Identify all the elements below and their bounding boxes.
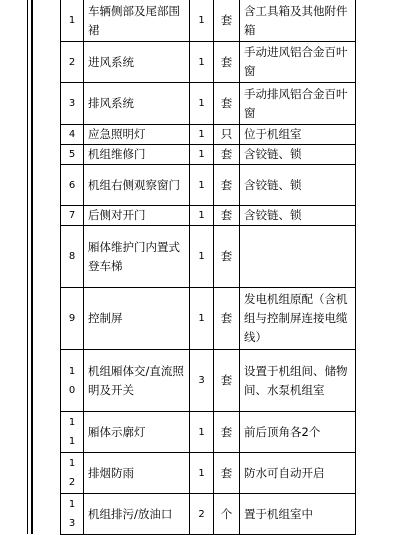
- item-name: 控制屏: [84, 288, 190, 350]
- item-quantity: 1: [190, 453, 214, 494]
- page-margin-rule: [31, 0, 33, 534]
- table-row: [61, 42, 356, 83]
- table-row: [61, 494, 356, 535]
- item-note: 手动排风铝合金百叶窗: [240, 83, 356, 125]
- table-row: [61, 350, 356, 412]
- item-name: 应急照明灯: [84, 125, 190, 145]
- item-note: 位于机组室: [240, 125, 356, 145]
- item-unit: 套: [214, 165, 240, 206]
- item-unit: 只: [214, 125, 240, 145]
- row-number: 12: [68, 458, 76, 488]
- item-note: 前后顶角各2个: [240, 412, 356, 453]
- item-name: 机组右侧观察窗门: [84, 165, 190, 206]
- item-unit: 套: [214, 350, 240, 412]
- item-note: 含铰链、锁: [240, 165, 356, 206]
- item-name: 排风系统: [84, 83, 190, 125]
- item-name: 机组厢体交/直流照明及开关: [84, 350, 190, 412]
- table-row: [61, 412, 356, 453]
- item-name: 后侧对开门: [84, 206, 190, 226]
- item-note: 发电机组原配（含机组与控制屏连接电缆线）: [240, 288, 356, 350]
- table-row: [61, 145, 356, 165]
- item-note: 防水可自动开启: [240, 453, 356, 494]
- item-name: 厢体维护门内置式登车梯: [84, 226, 190, 288]
- row-number: 5: [61, 145, 84, 165]
- item-quantity: 1: [190, 165, 214, 206]
- table-row: [61, 206, 356, 226]
- item-unit: 个: [214, 494, 240, 535]
- item-quantity: 2: [190, 494, 214, 535]
- item-unit: 套: [214, 83, 240, 125]
- item-quantity: 1: [190, 288, 214, 350]
- item-note: 含铰链、锁: [240, 145, 356, 165]
- equipment-table: [60, 0, 356, 535]
- row-number: 2: [61, 42, 84, 83]
- row-number: 4: [61, 125, 84, 145]
- item-name: 机组维修门: [84, 145, 190, 165]
- table-row: [61, 165, 356, 206]
- row-number: 6: [61, 165, 84, 206]
- table-row: [61, 453, 356, 494]
- table-row: [61, 288, 356, 350]
- table-row: [61, 125, 356, 145]
- item-unit: 套: [214, 453, 240, 494]
- table-row: [61, 226, 356, 288]
- table-row: [61, 0, 356, 42]
- item-note: 手动进风铝合金百叶窗: [240, 42, 356, 83]
- item-quantity: 1: [190, 42, 214, 83]
- item-quantity: 3: [190, 350, 214, 412]
- item-quantity: 1: [190, 125, 214, 145]
- item-unit: 套: [214, 42, 240, 83]
- page-border-line: [27, 0, 28, 534]
- row-number: 8: [61, 226, 84, 288]
- item-name: 机组排污/放油口: [84, 494, 190, 535]
- item-unit: 套: [214, 206, 240, 226]
- item-unit: 套: [214, 145, 240, 165]
- row-number: 1: [61, 0, 84, 42]
- item-quantity: 1: [190, 0, 214, 42]
- item-note: 含铰链、锁: [240, 206, 356, 226]
- item-unit: 套: [214, 288, 240, 350]
- item-name: 厢体示廓灯: [84, 412, 190, 453]
- row-number: 13: [68, 499, 76, 529]
- item-name: 车辆侧部及尾部围裙: [84, 0, 190, 42]
- item-quantity: 1: [190, 412, 214, 453]
- row-number: 10: [68, 365, 76, 396]
- row-number: 11: [68, 417, 76, 447]
- row-number: 7: [61, 206, 84, 226]
- item-note: 设置于机组间、储物间、水泵机组室: [240, 350, 356, 412]
- item-note: [240, 226, 356, 288]
- row-number: 9: [61, 288, 84, 350]
- item-note: 置于机组室中: [240, 494, 356, 535]
- item-name: 进风系统: [84, 42, 190, 83]
- item-name: 排烟防雨: [84, 453, 190, 494]
- item-quantity: 1: [190, 206, 214, 226]
- item-quantity: 1: [190, 83, 214, 125]
- item-quantity: 1: [190, 226, 214, 288]
- item-unit: 套: [214, 412, 240, 453]
- row-number: 3: [61, 83, 84, 125]
- item-note: 含工具箱及其他附件箱: [240, 0, 356, 42]
- item-unit: 套: [214, 226, 240, 288]
- item-unit: 套: [214, 0, 240, 42]
- item-quantity: 1: [190, 145, 214, 165]
- table-row: [61, 83, 356, 125]
